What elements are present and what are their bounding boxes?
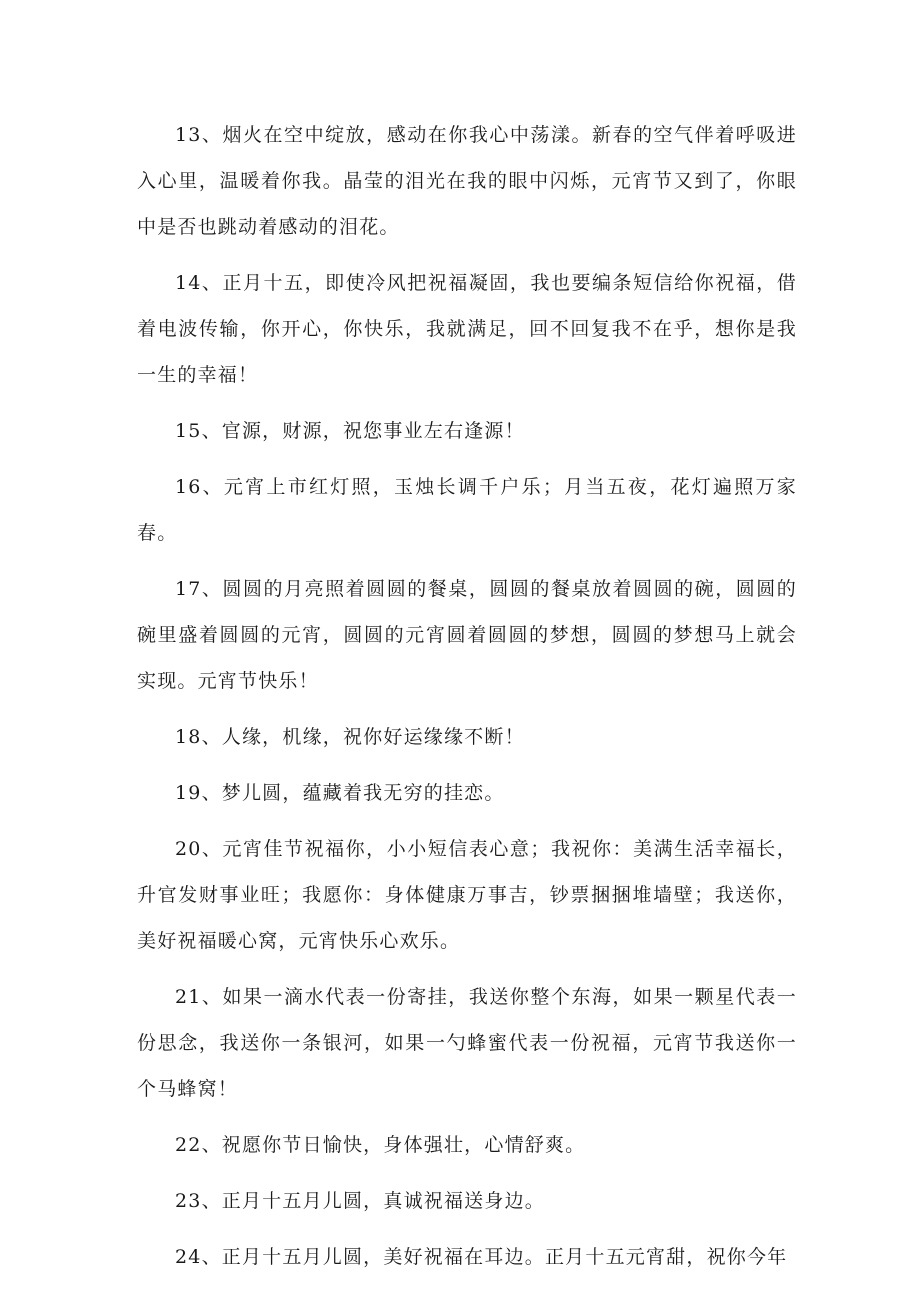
paragraph-23: 23、正月十五月儿圆，真诚祝福送身边。 (175, 1190, 545, 1212)
paragraph-24: 24、正月十五月儿圆，美好祝福在耳边。正月十五元宵甜，祝你今年 (175, 1246, 788, 1268)
document-body (137, 112, 797, 1280)
paragraph-20: 20、元宵佳节祝福你，小小短信表心意；我祝你：美满生活幸福长，升官发财事业旺；我愿你：身体健康万事吉，钞票捆捆堆墙壁；我送你，美好祝福暖心窝，元宵快乐心欢乐。 (137, 838, 797, 952)
paragraph-18: 18、人缘，机缘，祝你好运缘缘不断！ (175, 726, 525, 748)
paragraph-22: 22、祝愿你节日愉快，身体强壮，心情舒爽。 (175, 1134, 586, 1156)
paragraph-13: 13、烟火在空中绽放，感动在你我心中荡漾。新春的空气伴着呼吸进入心里，温暖着你我。晶莹的泪光在我的眼中闪烁，元宵节又到了，你眼中是否也跳动着感动的泪花。 (137, 124, 797, 238)
paragraph-14: 14、正月十五，即使冷风把祝福凝固，我也要编条短信给你祝福，借着电波传输，你开心，你快乐，我就满足，回不回复我不在乎，想你是我一生的幸福！ (137, 272, 797, 386)
paragraph-19: 19、梦儿圆，蕴藏着我无穷的挂恋。 (175, 782, 505, 804)
paragraph-17: 17、圆圆的月亮照着圆圆的餐桌，圆圆的餐桌放着圆圆的碗，圆圆的碗里盛着圆圆的元宵，圆圆的元宵圆着圆圆的梦想，圆圆的梦想马上就会实现。元宵节快乐！ (137, 578, 797, 692)
paragraph-16: 16、元宵上市红灯照，玉烛长调千户乐；月当五夜，花灯遍照万家春。 (137, 476, 797, 544)
paragraph-21: 21、如果一滴水代表一份寄挂，我送你整个东海，如果一颗星代表一份思念，我送你一条银河，如果一勺蜂蜜代表一份祝福，元宵节我送你一个马蜂窝！ (137, 986, 797, 1100)
paragraph-15: 15、官源，财源，祝您事业左右逢源！ (175, 420, 525, 442)
